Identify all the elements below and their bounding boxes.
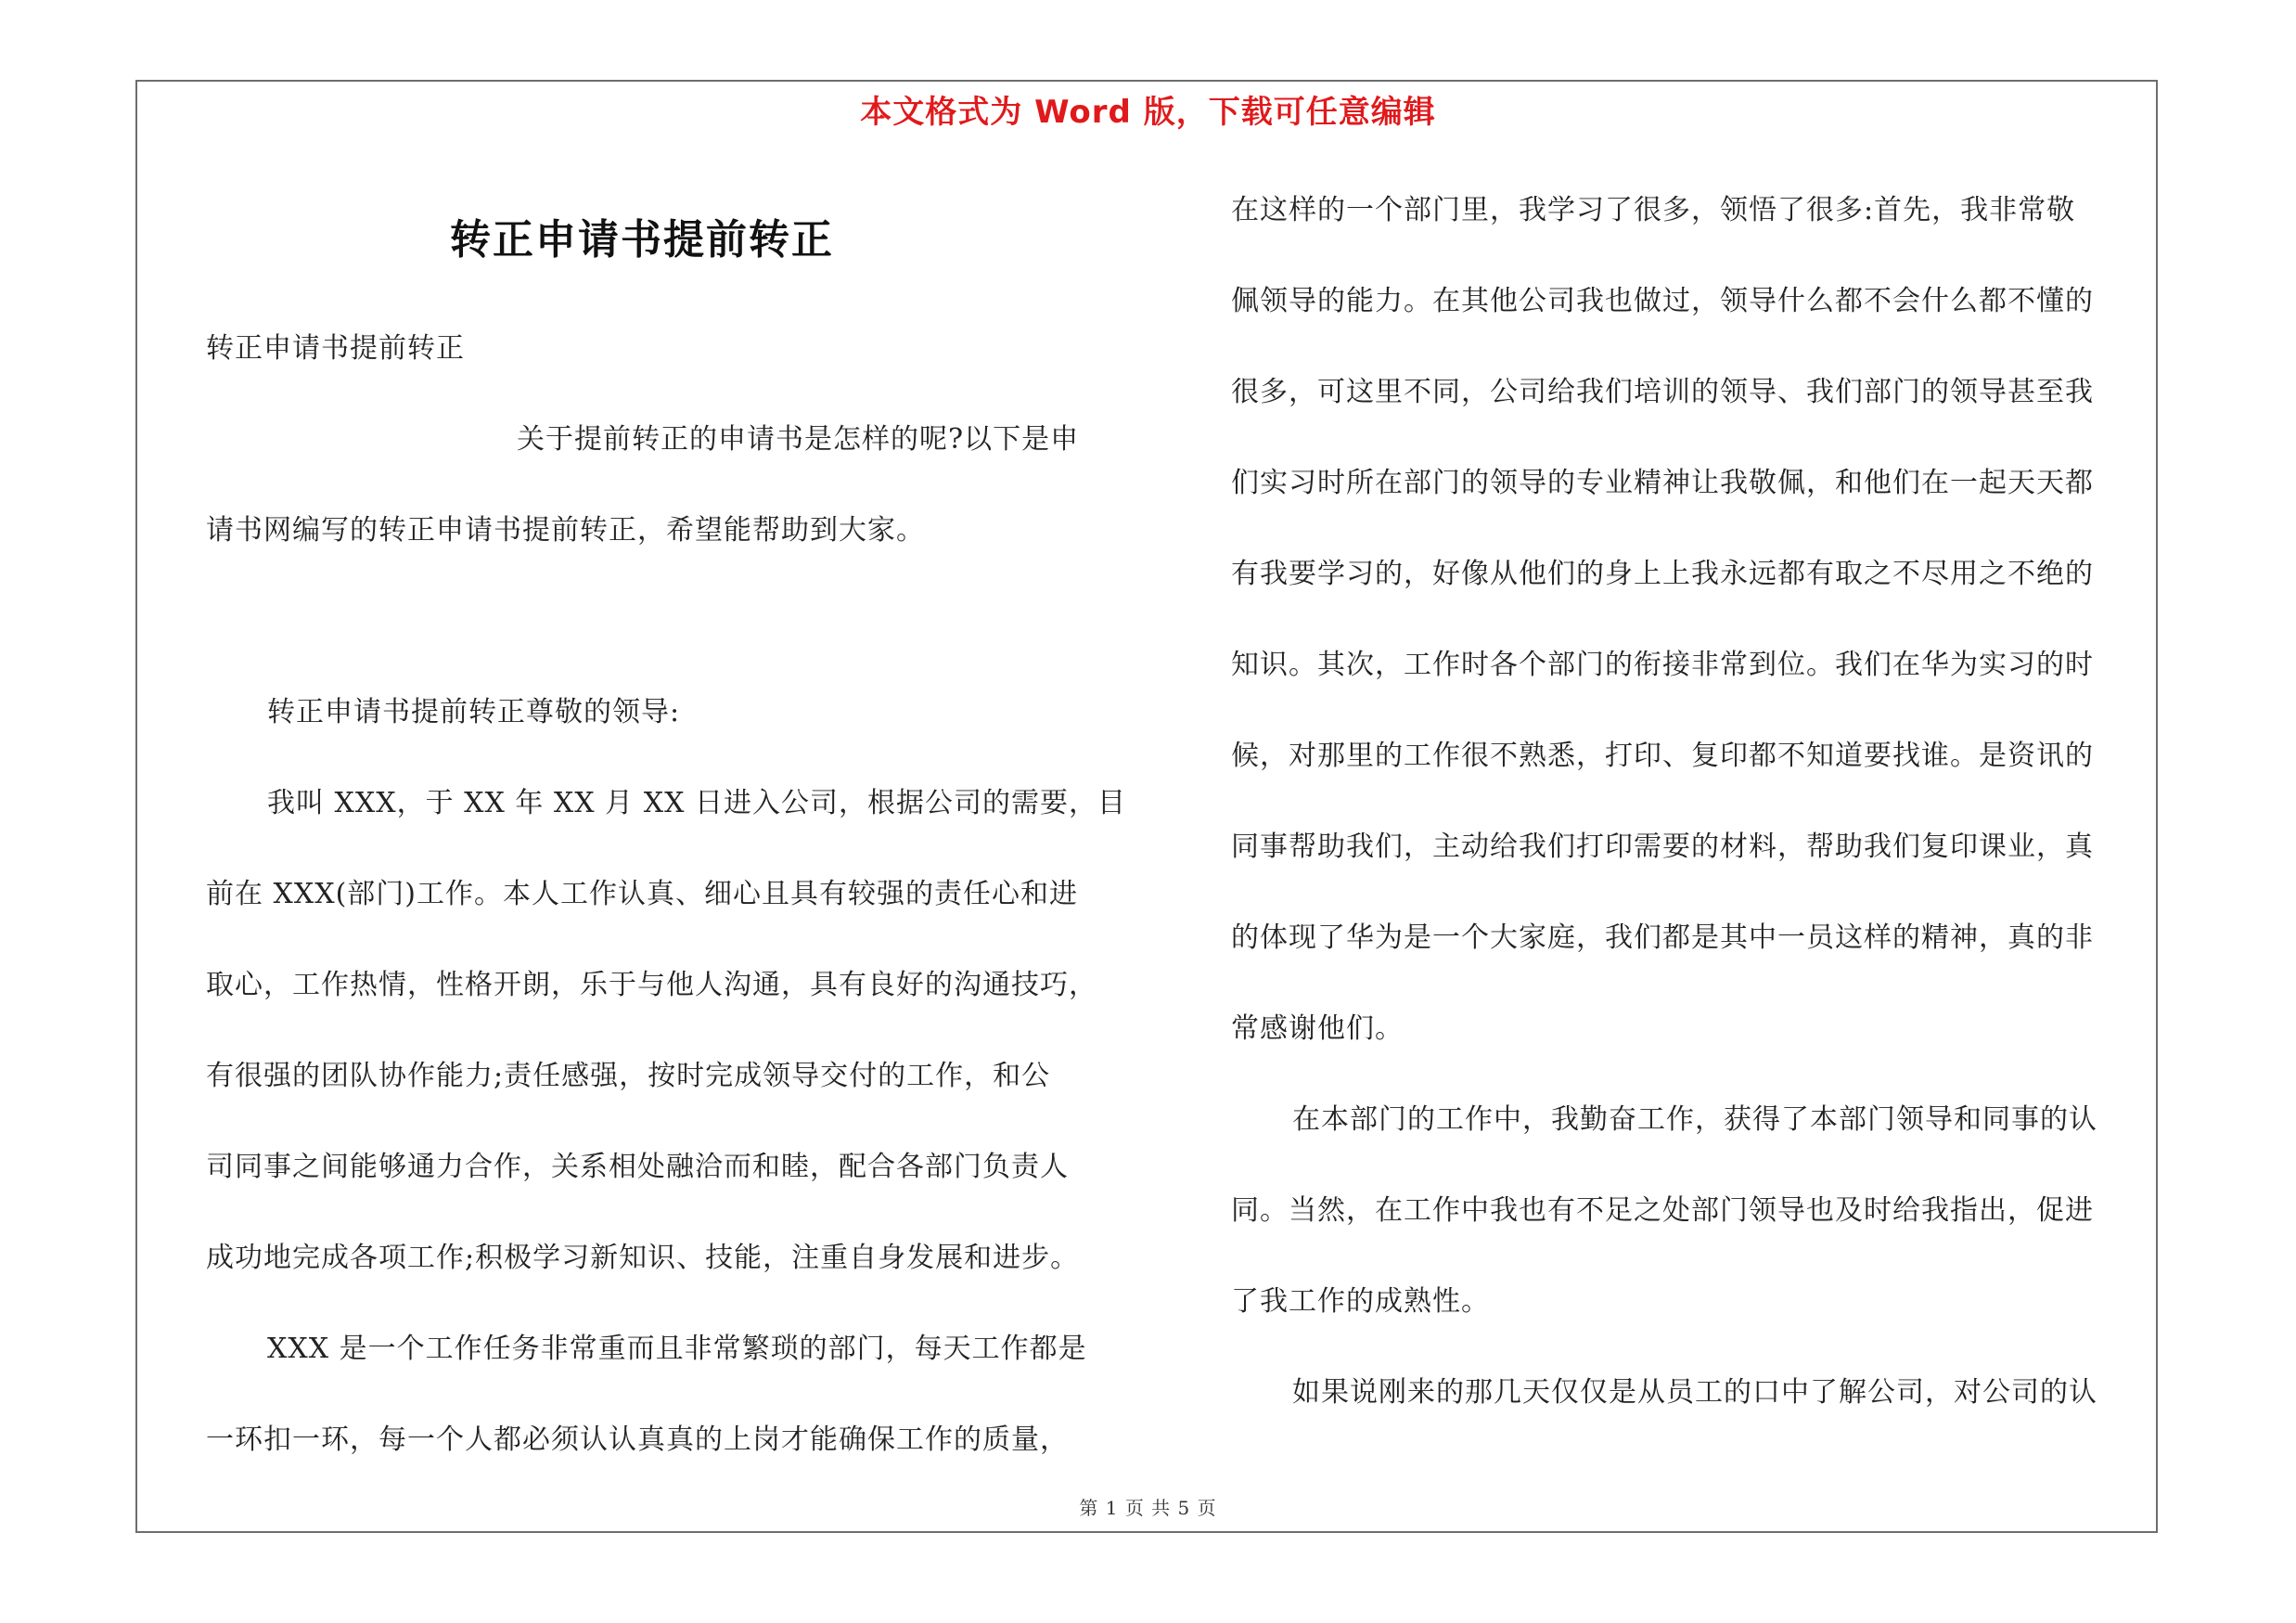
text-line: 在这样的一个部门里，我学习了很多，领悟了很多:首先，我非常敬	[1231, 194, 2076, 226]
right-text-column	[1231, 165, 2149, 1438]
text-line: XXX 是一个工作任务非常重而且非常繁琐的部门，每天工作都是	[267, 1333, 1087, 1365]
text-line: 候，对那里的工作很不熟悉，打印、复印都不知道要找谁。是资讯的	[1231, 740, 2094, 772]
text-line: 关于提前转正的申请书是怎样的呢?以下是申	[517, 423, 1080, 456]
text-line: 前在 XXX(部门)工作。本人工作认真、细心且具有较强的责任心和进	[206, 878, 1079, 910]
page-number-footer: 第 1 页 共 5 页	[1079, 1497, 1217, 1519]
document-title: 转正申请书提前转正	[450, 216, 834, 264]
text-line: 取心，工作热情，性格开朗，乐于与他人沟通，具有良好的沟通技巧，	[206, 969, 1097, 1001]
text-line: 们实习时所在部门的领导的专业精神让我敬佩，和他们在一起天天都	[1231, 467, 2094, 499]
text-line: 司同事之间能够通力合作，关系相处融洽而和睦，配合各部门负责人	[206, 1151, 1069, 1183]
left-text-column	[206, 303, 1124, 1486]
text-line: 请书网编写的转正申请书提前转正，希望能帮助到大家。	[206, 514, 925, 547]
text-line: 在本部门的工作中，我勤奋工作，获得了本部门领导和同事的认	[1292, 1103, 2097, 1136]
text-line: 了我工作的成熟性。	[1231, 1285, 1490, 1318]
text-line: 很多，可这里不同，公司给我们培训的领导、我们部门的领导甚至我	[1231, 376, 2094, 408]
text-line: 转正申请书提前转正尊敬的领导:	[267, 696, 681, 728]
text-line: 同事帮助我们，主动给我们打印需要的材料，帮助我们复印课业，真	[1231, 831, 2094, 863]
text-line: 知识。其次，工作时各个部门的衔接非常到位。我们在华为实习的时	[1231, 649, 2094, 681]
text-line: 转正申请书提前转正	[206, 332, 465, 365]
text-line: 同。当然，在工作中我也有不足之处部门领导也及时给我指出，促进	[1231, 1194, 2094, 1227]
text-line	[206, 576, 1124, 667]
text-line: 佩领导的能力。在其他公司我也做过，领导什么都不会什么都不懂的	[1231, 285, 2094, 317]
text-line: 我叫 XXX，于 XX 年 XX 月 XX 日进入公司，根据公司的需要，目	[267, 787, 1126, 819]
text-line: 一环扣一环，每一个人都必须认认真真的上岗才能确保工作的质量，	[206, 1423, 1069, 1456]
word-format-banner: 本文格式为 Word 版，下载可任意编辑	[860, 94, 1436, 131]
text-line: 常感谢他们。	[1231, 1012, 1404, 1045]
text-line: 有我要学习的，好像从他们的身上上我永远都有取之不尽用之不绝的	[1231, 558, 2094, 590]
text-line: 的体现了华为是一个大家庭，我们都是其中一员这样的精神，真的非	[1231, 921, 2094, 954]
text-line: 成功地完成各项工作;积极学习新知识、技能，注重自身发展和进步。	[206, 1242, 1080, 1274]
text-line: 如果说刚来的那几天仅仅是从员工的口中了解公司，对公司的认	[1292, 1376, 2097, 1409]
text-line: 有很强的团队协作能力;责任感强，按时完成领导交付的工作，和公	[206, 1060, 1051, 1092]
